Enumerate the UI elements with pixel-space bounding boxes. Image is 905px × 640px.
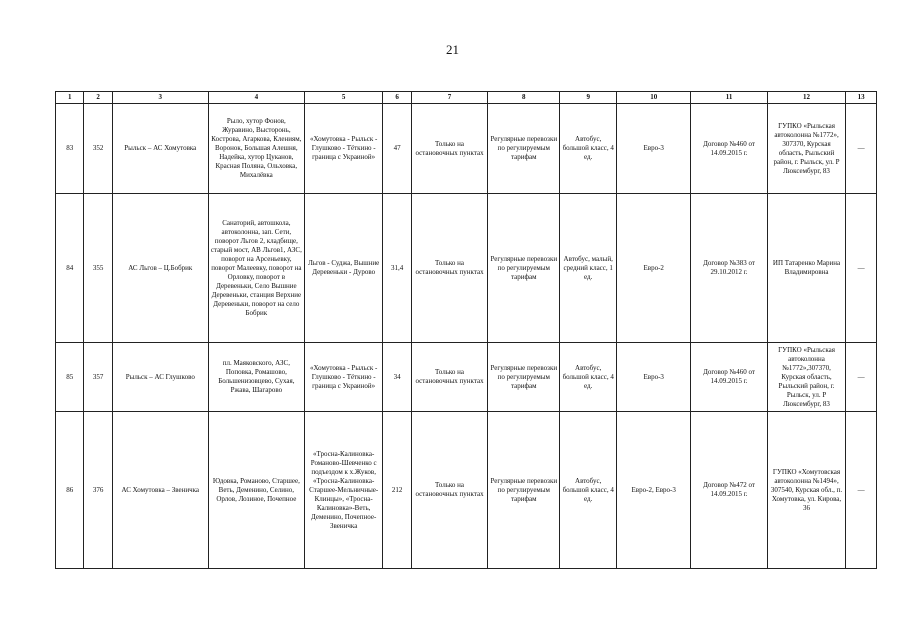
- streets-roads: «Хомутовка - Рыльск - Глушково - Тёткино - граница с Украиной»: [304, 343, 383, 412]
- notes: —: [846, 412, 877, 569]
- route-number: 376: [84, 412, 112, 569]
- row-number: 85: [56, 343, 84, 412]
- route-length: 47: [383, 104, 411, 194]
- route-length: 212: [383, 412, 411, 569]
- header-cell: 12: [767, 92, 846, 104]
- header-cell: 9: [560, 92, 617, 104]
- header-cell: 10: [617, 92, 691, 104]
- header-cell: 3: [112, 92, 208, 104]
- notes: —: [846, 343, 877, 412]
- route-length: 31,4: [383, 194, 411, 343]
- transport-type: Регулярные перевозки по регулируемым тарифам: [488, 104, 560, 194]
- boarding-procedure: Только на остановочных пунктах: [411, 104, 487, 194]
- header-cell: 8: [488, 92, 560, 104]
- row-number: 83: [56, 104, 84, 194]
- carrier: ГУПКО «Хомутовская автоколонна №1494», 307540, Курская обл., п. Хомутовка, ул. Кирова, 36: [767, 412, 846, 569]
- boarding-procedure: Только на остановочных пунктах: [411, 343, 487, 412]
- route-length: 34: [383, 343, 411, 412]
- stops-list: Санаторий, автошкола, автоколонна, зап. Сети, поворот Льгов 2, кладбище, старый мост, АВ Льгов1, АЗС, поворот на Арсеньевку, поворот Малеевку, поворот на Орловку, поворот в Деревеньки, Село Вышние Деревеньки, станция Верхние Деревеньки, поворот на село Бобрик: [208, 194, 304, 343]
- transport-type: Регулярные перевозки по регулируемым тарифам: [488, 343, 560, 412]
- boarding-procedure: Только на остановочных пунктах: [411, 412, 487, 569]
- route-number: 355: [84, 194, 112, 343]
- stops-list: Рыло, хутор Фонов, Журавино, Высторонь, Кострова, Агаркова, Клениям, Воронок, Большая Алешня, Надейка, хутор Цуканов, Красная Поляна, Ольховка, Михалёвка: [208, 104, 304, 194]
- route-name: Рыльск – АС Хомутовка: [112, 104, 208, 194]
- eco-class: Евро-2, Евро-3: [617, 412, 691, 569]
- routes-table: [55, 91, 877, 569]
- row-number: 86: [56, 412, 84, 569]
- header-cell: 7: [411, 92, 487, 104]
- eco-class: Евро-3: [617, 343, 691, 412]
- contract: Договор №460 от 14.09.2015 г.: [691, 104, 767, 194]
- route-name: Рыльск – АС Глушково: [112, 343, 208, 412]
- vehicle-class: Автобус, большой класс, 4 ед.: [560, 343, 617, 412]
- header-row: [56, 92, 877, 104]
- streets-roads: «Тросна-Калиновка-Романово-Шевченко с подъездом к х.Жуков, «Тросна-Калиновка-Старшее-Мельничные-Клинцы», «Тросна-Калиновка»-Веть, Деменино, Почепное-Звеничка: [304, 412, 383, 569]
- route-number: 352: [84, 104, 112, 194]
- stops-list: Юдовка, Романово, Старшее, Веть, Деменино, Селино, Орлов, Лозиное, Почепное: [208, 412, 304, 569]
- header-cell: 13: [846, 92, 877, 104]
- transport-type: Регулярные перевозки по регулируемым тарифам: [488, 412, 560, 569]
- contract: Договор №472 от 14.09.2015 г.: [691, 412, 767, 569]
- header-cell: 1: [56, 92, 84, 104]
- header-cell: 11: [691, 92, 767, 104]
- streets-roads: «Хомутовка - Рыльск - Глушково - Тёткино - граница с Украиной»: [304, 104, 383, 194]
- header-cell: 6: [383, 92, 411, 104]
- header-cell: 2: [84, 92, 112, 104]
- eco-class: Евро-3: [617, 104, 691, 194]
- notes: —: [846, 194, 877, 343]
- eco-class: Евро-2: [617, 194, 691, 343]
- contract: Договор №460 от 14.09.2015 г.: [691, 343, 767, 412]
- table-row: [56, 104, 877, 194]
- table-row: [56, 343, 877, 412]
- table-row: [56, 194, 877, 343]
- notes: —: [846, 104, 877, 194]
- carrier: ГУПКО «Рыльская автоколонна №1772», 307370, Курская область, Рыльский район, г. Рыльск, ул. Р Люксембург, 83: [767, 104, 846, 194]
- header-cell: 5: [304, 92, 383, 104]
- boarding-procedure: Только на остановочных пунктах: [411, 194, 487, 343]
- streets-roads: Льгов - Суджа, Вышние Деревеньки - Дурово: [304, 194, 383, 343]
- route-name: АС Хомутовка – Звеничка: [112, 412, 208, 569]
- vehicle-class: Автобус, большой класс, 4 ед.: [560, 104, 617, 194]
- row-number: 84: [56, 194, 84, 343]
- vehicle-class: Автобус, малый, средний класс, 1 ед.: [560, 194, 617, 343]
- header-cell: 4: [208, 92, 304, 104]
- transport-type: Регулярные перевозки по регулируемым тарифам: [488, 194, 560, 343]
- route-number: 357: [84, 343, 112, 412]
- stops-list: пл. Маяковского, АЗС, Поповка, Ромашово, Большенизовцево, Сухая, Ржава, Шагарово: [208, 343, 304, 412]
- carrier: ГУПКО «Рыльская автоколонна №1772»,307370, Курская область, Рыльский район, г. Рыльск, ул. Р Люксембург, 83: [767, 343, 846, 412]
- table-row: [56, 412, 877, 569]
- vehicle-class: Автобус, большой класс, 4 ед.: [560, 412, 617, 569]
- carrier: ИП Татаренко Марина Владимировна: [767, 194, 846, 343]
- route-name: АС Льгов – Ц.Бобрик: [112, 194, 208, 343]
- page-number: 21: [446, 42, 459, 57]
- contract: Договор №383 от 29.10.2012 г.: [691, 194, 767, 343]
